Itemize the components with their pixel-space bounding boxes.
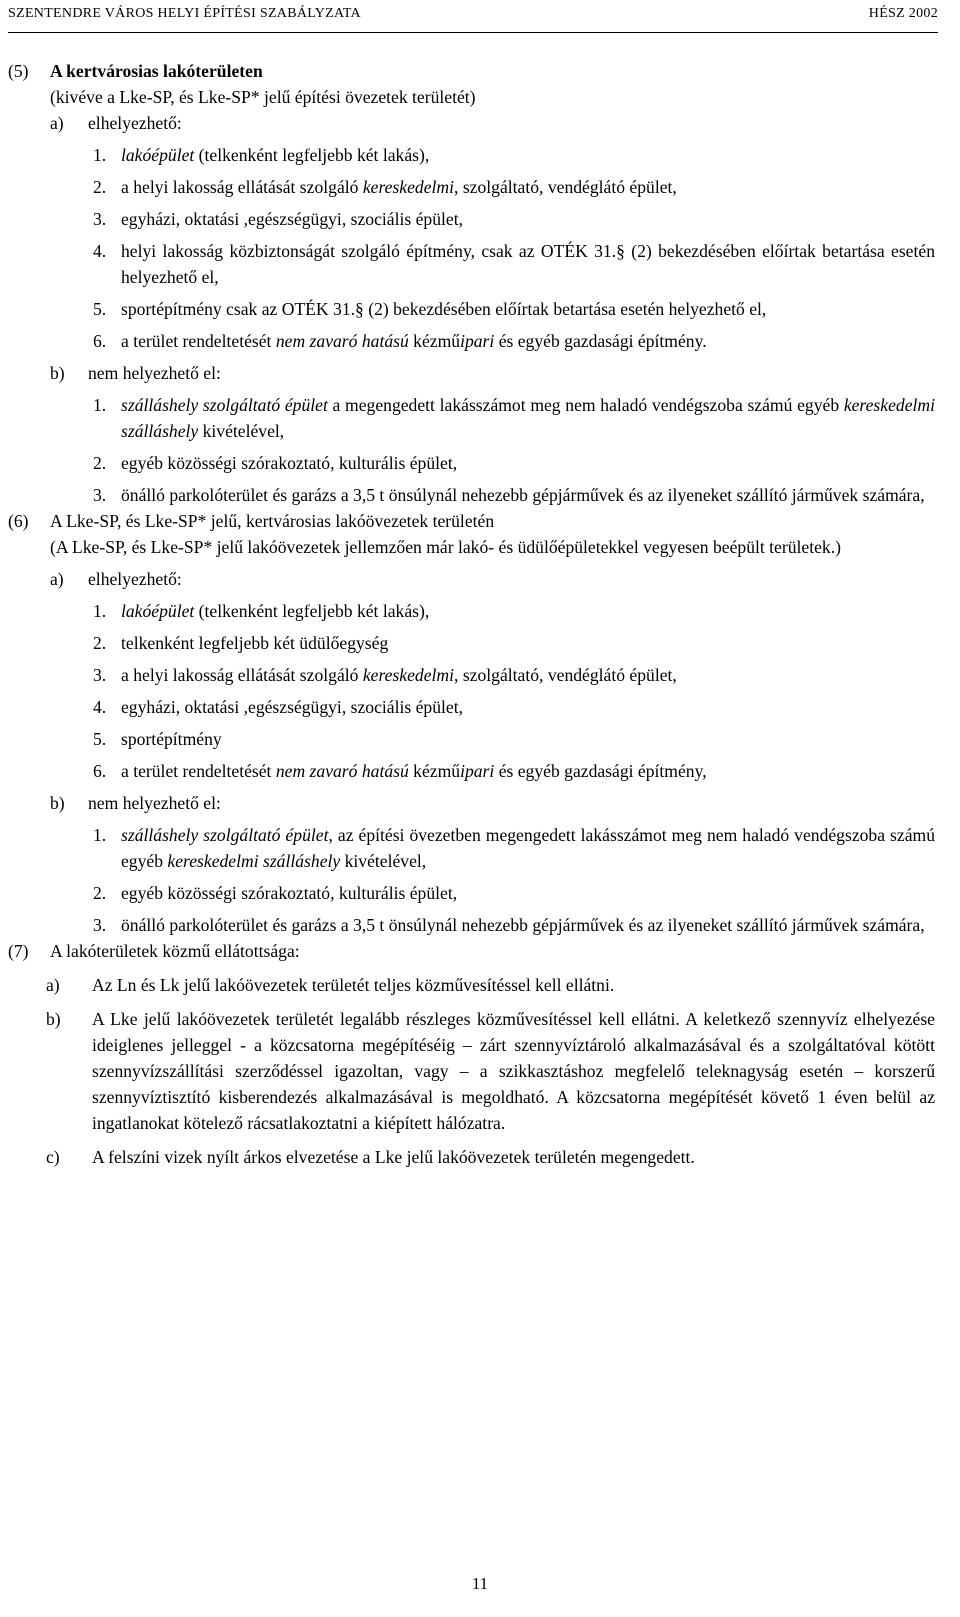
- sub-item-b: b) nem helyezhető el:: [50, 790, 935, 816]
- document-body: [8, 58, 935, 1170]
- sub-item-c: c) A felszíni vizek nyílt árkos elvezetése a Lke jelű lakóövezetek területén megengedett.: [46, 1147, 695, 1167]
- list-item: 2. egyéb közösségi szórakoztató, kulturális épület,: [93, 883, 458, 903]
- section-number: (5): [8, 61, 29, 81]
- list-item: 1. lakóépület (telkenként legfeljebb két lakás),: [93, 601, 430, 621]
- sub-item-a: a) elhelyezhető:: [50, 110, 935, 136]
- sub-item-label: elhelyezhető:: [88, 569, 182, 589]
- list-item: 5. sportépítmény csak az OTÉK 31.§ (2) bekezdésében előírtak betartása esetén helyezhető el,: [93, 299, 767, 319]
- page-header: [8, 0, 938, 33]
- section-title: A lakóterületek közmű ellátottsága:: [50, 941, 300, 961]
- section-subtitle: (kivéve a Lke-SP, és Lke-SP* jelű építési övezetek területét): [50, 87, 476, 107]
- section-title: A Lke-SP, és Lke-SP* jelű, kertvárosias lakóövezetek területén: [50, 511, 495, 531]
- list-item: 6. a terület rendeltetését nem zavaró hatású kézműipari és egyéb gazdasági építmény.: [93, 331, 707, 351]
- list-item: 3. egyházi, oktatási ,egészségügyi, szociális épület,: [93, 209, 463, 229]
- list-item: 2. a helyi lakosság ellátását szolgáló kereskedelmi, szolgáltató, vendéglátó épület,: [93, 177, 677, 197]
- list-item: 5. sportépítmény: [93, 729, 222, 749]
- list-item: 3. a helyi lakosság ellátását szolgáló kereskedelmi, szolgáltató, vendéglátó épület,: [93, 665, 677, 685]
- sub-item-label: elhelyezhető:: [88, 113, 182, 133]
- sub-item-a: a) Az Ln és Lk jelű lakóövezetek területét teljes közművesítéssel kell ellátni.: [46, 975, 615, 995]
- list-item: 6. a terület rendeltetését nem zavaró hatású kézműipari és egyéb gazdasági építmény,: [93, 761, 707, 781]
- list-item: 4. helyi lakosság közbiztonságát szolgáló építmény, csak az OTÉK 31.§ (2) bekezdésében előírtak betartása esetén helyezhető el,: [93, 241, 935, 287]
- sub-item-a: a) elhelyezhető:: [50, 566, 935, 592]
- section-6: [8, 508, 935, 534]
- section-title: A kertvárosias lakóterületen: [50, 61, 263, 81]
- page-number: 11: [471, 1574, 489, 1593]
- list-item: 2. telkenként legfeljebb két üdülőegység: [93, 633, 389, 653]
- section-subtitle: (A Lke-SP, és Lke-SP* jelű lakóövezetek jellemzően már lakó- és üdülőépületekkel vegyesen beépült területek.): [50, 537, 841, 557]
- sub-item-label: nem helyezhető el:: [88, 793, 221, 813]
- section-7: [8, 938, 935, 964]
- list-item: 1. lakóépület (telkenként legfeljebb két lakás),: [93, 145, 430, 165]
- section-number: (6): [8, 511, 29, 531]
- section-number: (7): [8, 941, 29, 961]
- section-5: [8, 58, 935, 110]
- list-item: 2. egyéb közösségi szórakoztató, kulturális épület,: [93, 453, 458, 473]
- sub-item-b: b) A Lke jelű lakóövezetek területét legalább részleges közművesítéssel kell ellátni. A keletkező szennyvíz elhelyezése ideiglenes jelleggel - a közcsatorna megépítéséig – zárt szennyvíztároló alkalmazásával és a szolgáltatóval kötött szennyvízszállítási szerződéssel igazoltan, vagy – a szikkasztáshoz megfelelő teleknagyság esetén – korszerű szennyvíztisztító kisberendezés alkalmazásával is megoldható. A közcsatorna megépítését követő 1 éven belül az ingatlanokat kötelező rácsatlakoztatni a kiépített hálózatra.: [46, 1009, 935, 1133]
- list-item: 1. szálláshely szolgáltató épület a megengedett lakásszámot meg nem haladó vendégszoba számú egyéb kereskedelmi szálláshely kivételével,: [93, 395, 935, 441]
- list-item: 1. szálláshely szolgáltató épület, az építési övezetben megengedett lakásszámot meg nem haladó vendégszoba számú egyéb kereskedelmi szálláshely kivételével,: [93, 825, 935, 871]
- list-item: 3. önálló parkolóterület és garázs a 3,5 t önsúlynál nehezebb gépjárművek és az ilyeneket szállító járművek számára,: [93, 915, 925, 935]
- sub-item-b: b) nem helyezhető el:: [50, 360, 935, 386]
- sub-item-label: nem helyezhető el:: [88, 363, 221, 383]
- header-title: SZENTENDRE VÁROS HELYI ÉPÍTÉSI SZABÁLYZATA: [8, 6, 361, 21]
- header-code: HÉSZ 2002: [868, 6, 938, 21]
- list-item: 4. egyházi, oktatási ,egészségügyi, szociális épület,: [93, 697, 463, 717]
- list-item: 3. önálló parkolóterület és garázs a 3,5 t önsúlynál nehezebb gépjárművek és az ilyeneket szállító járművek számára,: [93, 485, 925, 505]
